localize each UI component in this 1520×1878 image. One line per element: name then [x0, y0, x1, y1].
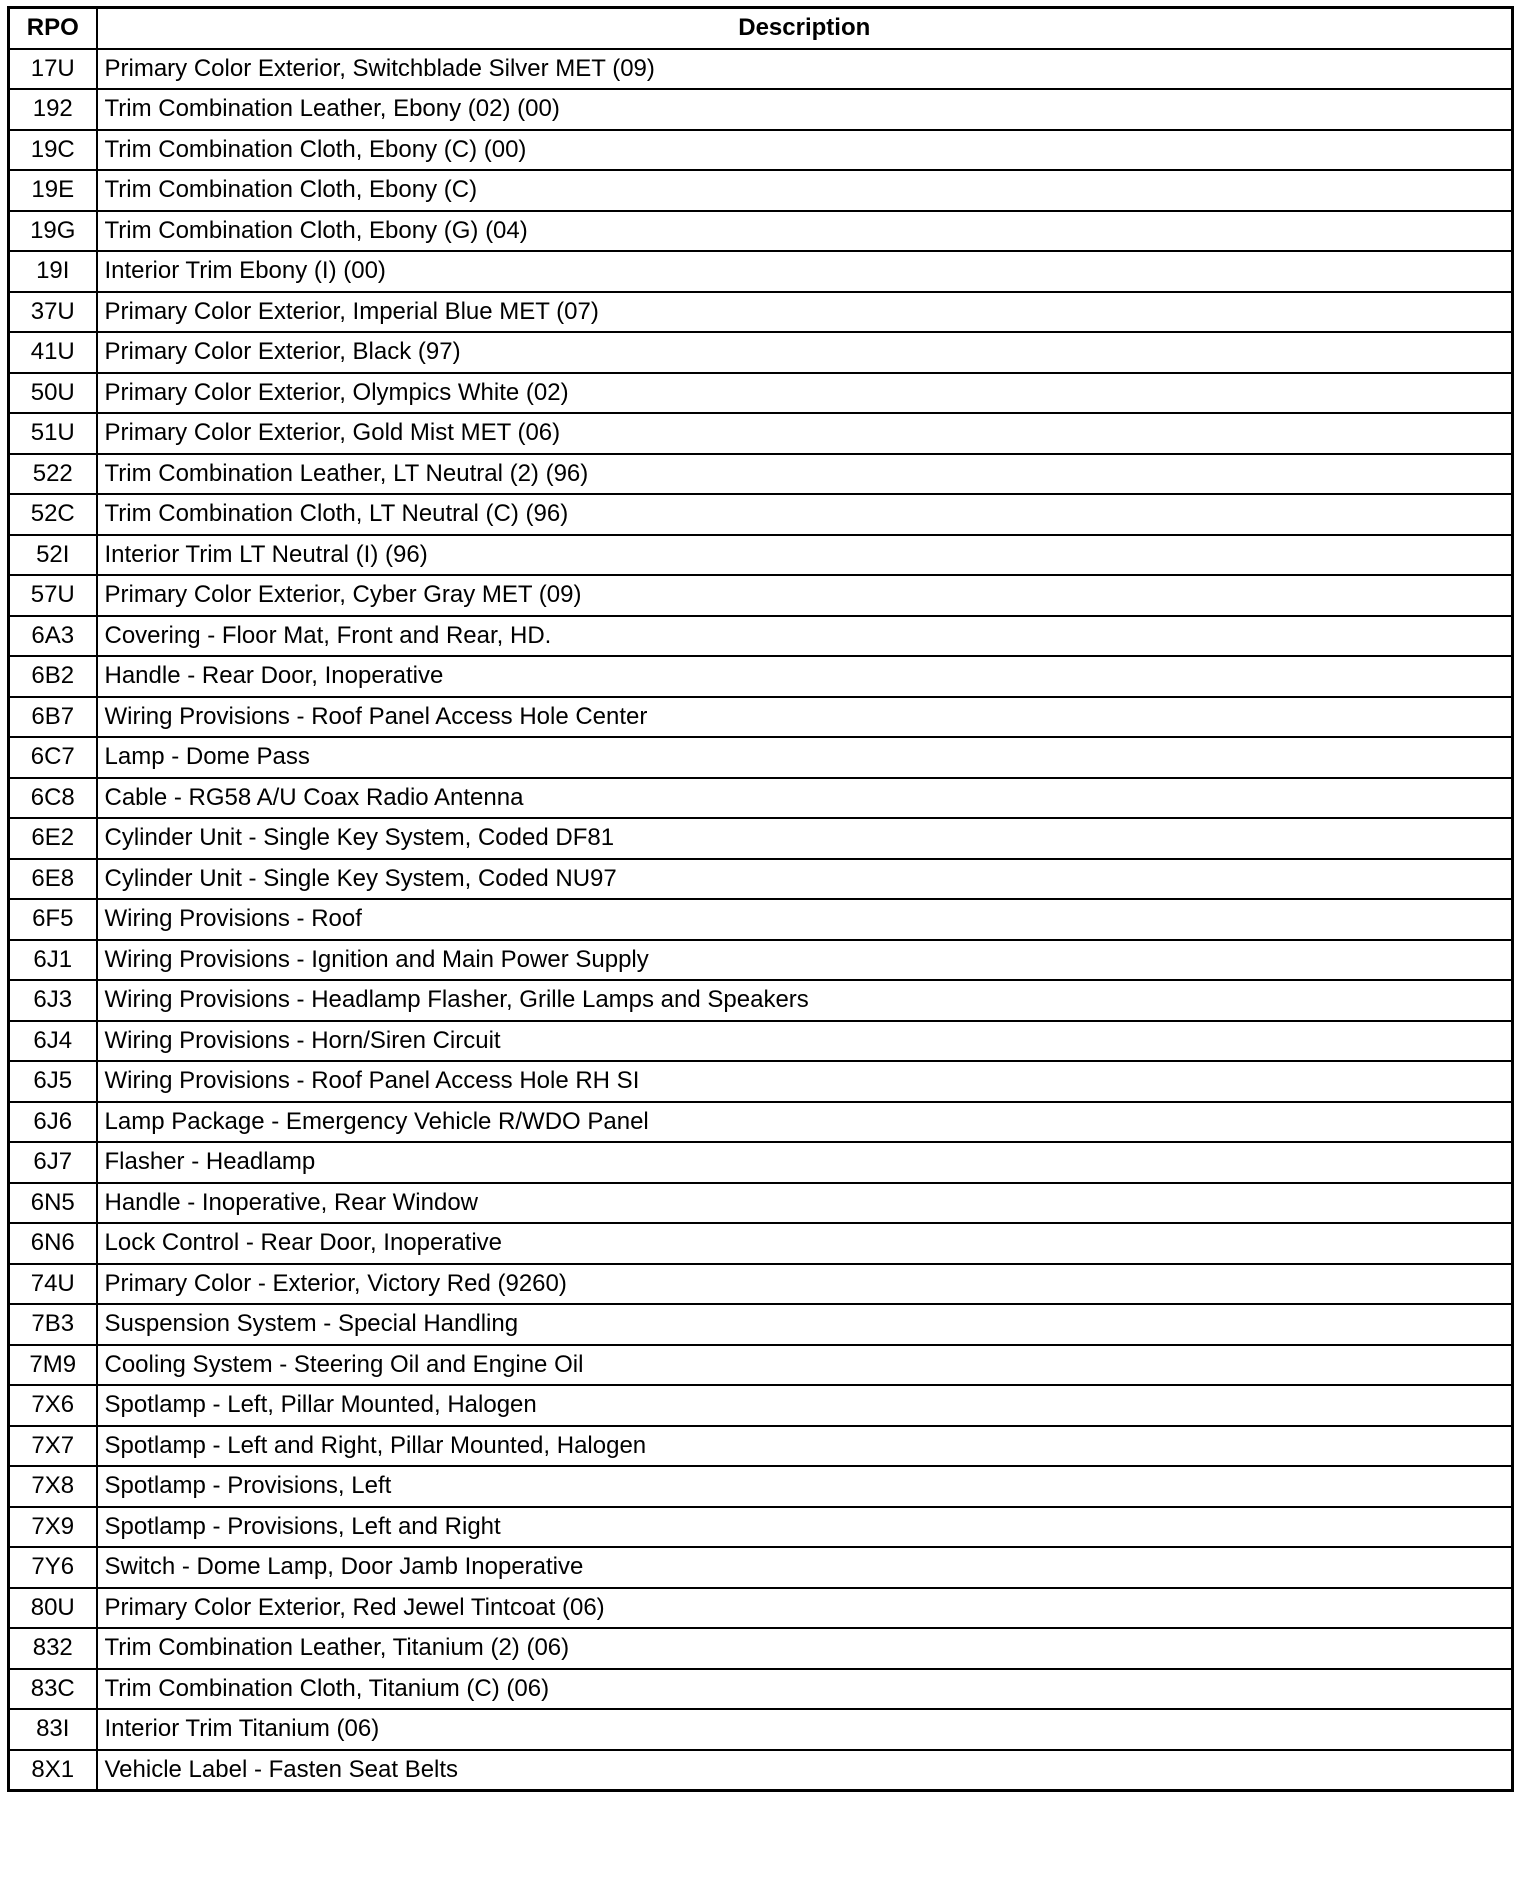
description-cell: Lamp - Dome Pass	[97, 737, 1513, 778]
table-row	[9, 778, 1513, 819]
description-cell: Primary Color - Exterior, Victory Red (9260)	[97, 1264, 1513, 1305]
description-cell: Trim Combination Leather, LT Neutral (2) (96)	[97, 454, 1513, 495]
table-header-row	[9, 8, 1513, 49]
description-cell: Covering - Floor Mat, Front and Rear, HD.	[97, 616, 1513, 657]
description-cell: Interior Trim Ebony (I) (00)	[97, 251, 1513, 292]
rpo-code-cell: 7X6	[9, 1385, 97, 1426]
table-row	[9, 575, 1513, 616]
description-cell: Spotlamp - Left, Pillar Mounted, Halogen	[97, 1385, 1513, 1426]
table-row	[9, 1142, 1513, 1183]
rpo-code-cell: 6J4	[9, 1021, 97, 1062]
table-row	[9, 170, 1513, 211]
rpo-code-cell: 6J1	[9, 940, 97, 981]
table-row	[9, 332, 1513, 373]
description-cell: Cable - RG58 A/U Coax Radio Antenna	[97, 778, 1513, 819]
rpo-code-cell: 17U	[9, 49, 97, 90]
description-cell: Wiring Provisions - Headlamp Flasher, Grille Lamps and Speakers	[97, 980, 1513, 1021]
table-row	[9, 1061, 1513, 1102]
rpo-code-cell: 6A3	[9, 616, 97, 657]
table-row	[9, 1466, 1513, 1507]
rpo-code-cell: 6J7	[9, 1142, 97, 1183]
table-row	[9, 980, 1513, 1021]
description-cell: Wiring Provisions - Roof	[97, 899, 1513, 940]
table-row	[9, 130, 1513, 171]
description-cell: Spotlamp - Provisions, Left and Right	[97, 1507, 1513, 1548]
description-cell: Handle - Rear Door, Inoperative	[97, 656, 1513, 697]
rpo-code-cell: 83I	[9, 1709, 97, 1750]
table-row	[9, 1183, 1513, 1224]
description-cell: Flasher - Headlamp	[97, 1142, 1513, 1183]
description-cell: Vehicle Label - Fasten Seat Belts	[97, 1750, 1513, 1791]
table-row	[9, 1547, 1513, 1588]
rpo-table	[7, 6, 1514, 1792]
rpo-code-cell: 52I	[9, 535, 97, 576]
table-row	[9, 1264, 1513, 1305]
rpo-code-cell: 7X9	[9, 1507, 97, 1548]
table-row	[9, 49, 1513, 90]
rpo-code-cell: 8X1	[9, 1750, 97, 1791]
description-cell: Primary Color Exterior, Switchblade Silver MET (09)	[97, 49, 1513, 90]
description-cell: Wiring Provisions - Roof Panel Access Hole RH SI	[97, 1061, 1513, 1102]
table-row	[9, 535, 1513, 576]
rpo-code-cell: 6F5	[9, 899, 97, 940]
table-row	[9, 1385, 1513, 1426]
table-row	[9, 292, 1513, 333]
description-cell: Cylinder Unit - Single Key System, Coded DF81	[97, 818, 1513, 859]
table-row	[9, 1507, 1513, 1548]
table-row	[9, 454, 1513, 495]
table-row	[9, 373, 1513, 414]
table-row	[9, 737, 1513, 778]
table-row	[9, 1669, 1513, 1710]
description-cell: Wiring Provisions - Horn/Siren Circuit	[97, 1021, 1513, 1062]
description-cell: Spotlamp - Provisions, Left	[97, 1466, 1513, 1507]
rpo-code-cell: 83C	[9, 1669, 97, 1710]
description-cell: Cylinder Unit - Single Key System, Coded NU97	[97, 859, 1513, 900]
rpo-table-container	[7, 6, 1511, 1792]
description-cell: Spotlamp - Left and Right, Pillar Mounted, Halogen	[97, 1426, 1513, 1467]
rpo-code-cell: 80U	[9, 1588, 97, 1629]
rpo-code-cell: 6C7	[9, 737, 97, 778]
rpo-code-cell: 6E2	[9, 818, 97, 859]
table-row	[9, 616, 1513, 657]
table-row	[9, 1588, 1513, 1629]
table-row	[9, 413, 1513, 454]
rpo-code-cell: 6B7	[9, 697, 97, 738]
rpo-code-cell: 7X8	[9, 1466, 97, 1507]
rpo-code-cell: 74U	[9, 1264, 97, 1305]
rpo-code-cell: 6B2	[9, 656, 97, 697]
rpo-code-cell: 50U	[9, 373, 97, 414]
description-cell: Trim Combination Leather, Ebony (02) (00)	[97, 89, 1513, 130]
column-header-description: Description	[97, 8, 1513, 49]
table-row	[9, 656, 1513, 697]
rpo-code-cell: 6J6	[9, 1102, 97, 1143]
description-cell: Primary Color Exterior, Red Jewel Tintcoat (06)	[97, 1588, 1513, 1629]
description-cell: Primary Color Exterior, Imperial Blue MET (07)	[97, 292, 1513, 333]
description-cell: Trim Combination Cloth, Ebony (G) (04)	[97, 211, 1513, 252]
description-cell: Trim Combination Cloth, Ebony (C) (00)	[97, 130, 1513, 171]
table-row	[9, 1223, 1513, 1264]
description-cell: Handle - Inoperative, Rear Window	[97, 1183, 1513, 1224]
column-header-rpo: RPO	[9, 8, 97, 49]
description-cell: Lock Control - Rear Door, Inoperative	[97, 1223, 1513, 1264]
table-row	[9, 1304, 1513, 1345]
rpo-code-cell: 52C	[9, 494, 97, 535]
table-row	[9, 818, 1513, 859]
description-cell: Trim Combination Cloth, Titanium (C) (06)	[97, 1669, 1513, 1710]
description-cell: Primary Color Exterior, Gold Mist MET (06)	[97, 413, 1513, 454]
table-row	[9, 211, 1513, 252]
rpo-code-cell: 19E	[9, 170, 97, 211]
table-row	[9, 1021, 1513, 1062]
rpo-code-cell: 6J3	[9, 980, 97, 1021]
rpo-code-cell: 6J5	[9, 1061, 97, 1102]
table-row	[9, 89, 1513, 130]
rpo-code-cell: 19I	[9, 251, 97, 292]
description-cell: Switch - Dome Lamp, Door Jamb Inoperative	[97, 1547, 1513, 1588]
table-row	[9, 859, 1513, 900]
table-body	[9, 49, 1513, 1791]
description-cell: Primary Color Exterior, Black (97)	[97, 332, 1513, 373]
description-cell: Primary Color Exterior, Olympics White (02)	[97, 373, 1513, 414]
description-cell: Lamp Package - Emergency Vehicle R/WDO Panel	[97, 1102, 1513, 1143]
description-cell: Primary Color Exterior, Cyber Gray MET (09)	[97, 575, 1513, 616]
table-row	[9, 494, 1513, 535]
rpo-code-cell: 51U	[9, 413, 97, 454]
rpo-code-cell: 37U	[9, 292, 97, 333]
rpo-code-cell: 6C8	[9, 778, 97, 819]
description-cell: Cooling System - Steering Oil and Engine Oil	[97, 1345, 1513, 1386]
table-row	[9, 697, 1513, 738]
rpo-code-cell: 7B3	[9, 1304, 97, 1345]
rpo-code-cell: 192	[9, 89, 97, 130]
description-cell: Trim Combination Cloth, LT Neutral (C) (96)	[97, 494, 1513, 535]
rpo-code-cell: 57U	[9, 575, 97, 616]
rpo-code-cell: 6N5	[9, 1183, 97, 1224]
description-cell: Wiring Provisions - Roof Panel Access Hole Center	[97, 697, 1513, 738]
table-row	[9, 1628, 1513, 1669]
rpo-code-cell: 6N6	[9, 1223, 97, 1264]
table-row	[9, 1345, 1513, 1386]
table-row	[9, 899, 1513, 940]
table-row	[9, 251, 1513, 292]
description-cell: Interior Trim LT Neutral (I) (96)	[97, 535, 1513, 576]
rpo-code-cell: 6E8	[9, 859, 97, 900]
table-row	[9, 1750, 1513, 1791]
rpo-code-cell: 19C	[9, 130, 97, 171]
rpo-code-cell: 41U	[9, 332, 97, 373]
table-row	[9, 1709, 1513, 1750]
rpo-code-cell: 7M9	[9, 1345, 97, 1386]
description-cell: Trim Combination Leather, Titanium (2) (06)	[97, 1628, 1513, 1669]
description-cell: Interior Trim Titanium (06)	[97, 1709, 1513, 1750]
rpo-code-cell: 832	[9, 1628, 97, 1669]
rpo-code-cell: 7Y6	[9, 1547, 97, 1588]
rpo-code-cell: 522	[9, 454, 97, 495]
table-row	[9, 1102, 1513, 1143]
table-row	[9, 1426, 1513, 1467]
description-cell: Wiring Provisions - Ignition and Main Power Supply	[97, 940, 1513, 981]
description-cell: Trim Combination Cloth, Ebony (C)	[97, 170, 1513, 211]
table-row	[9, 940, 1513, 981]
rpo-code-cell: 19G	[9, 211, 97, 252]
rpo-code-cell: 7X7	[9, 1426, 97, 1467]
description-cell: Suspension System - Special Handling	[97, 1304, 1513, 1345]
